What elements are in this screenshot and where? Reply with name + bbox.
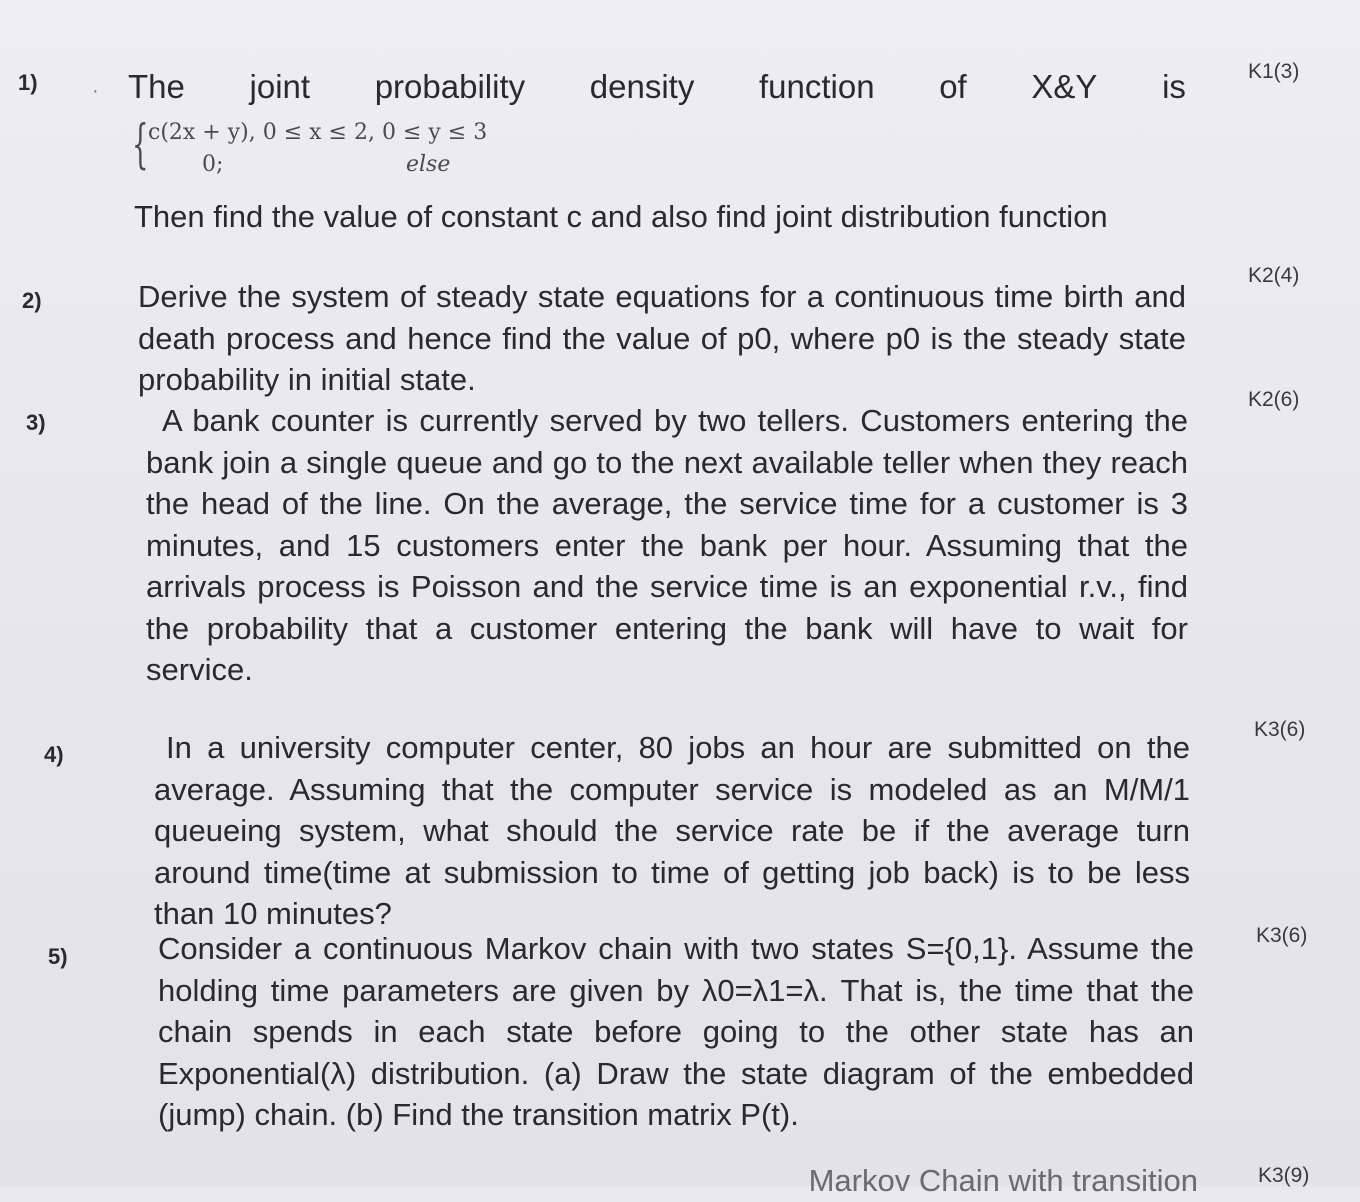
question-number-2: 2)	[22, 288, 42, 313]
pdf-case-2-value: 0;	[202, 152, 224, 177]
intro-word: joint	[249, 68, 311, 105]
intro-word: density	[589, 68, 695, 105]
intro-word: probability	[374, 68, 526, 105]
intro-word: of	[939, 68, 967, 105]
pdf-case-1: c(2x + y), 0 ≤ x ≤ 2, 0 ≤ y ≤ 3	[148, 120, 488, 145]
question-marks-3: K2(6)	[1248, 388, 1300, 411]
intro-word: The	[128, 68, 185, 105]
question-text-5: Consider a continuous Markov chain with two states S={0,1}. Assume the holding time parameters are given by λ0=λ1=λ. That is, the time that the chain spends in each state before going to the other state has an Exponential(λ) distribution. (a) Draw the state diagram of the embedded (jump) chain. (b) Find the transition matrix P(t).	[158, 931, 1194, 1132]
tick-mark: ·	[92, 80, 99, 102]
left-brace: {	[132, 115, 149, 175]
intro-word: function	[758, 68, 875, 105]
question-text-2: Derive the system of steady state equations for a continuous time birth and death process and hence find the value of p0, where p0 is the steady state probability in initial state.	[138, 279, 1186, 397]
question-text-3: A bank counter is currently served by two tellers. Customers entering the bank join a single queue and go to the next available teller when they reach the head of the line. On the average, the service time for a customer is 3 minutes, and 15 customers enter the bank per hour. Assuming that the arrivals process is Poisson and the service time is an exponential r.v., find the probability that a customer entering the bank will have to wait for service.	[146, 403, 1188, 687]
question-text-6: Markov Chain with transition	[808, 1163, 1198, 1198]
question-text-4: In a university computer center, 80 jobs an hour are submitted on the average. Assuming that the computer service is modeled as an M/M/1 queueing system, what should the service rate be if the average turn around time(time at submission to time of getting job back) is to be less than 10 minutes?	[154, 730, 1190, 931]
intro-word: is	[1162, 68, 1186, 105]
question-number-5: 5)	[48, 944, 68, 969]
question-number-4: 4)	[44, 742, 64, 767]
question-text-1: Then find the value of constant c and also find joint distribution function	[134, 199, 1108, 234]
question-number-3: 3)	[26, 410, 46, 435]
question-marks-4: K3(6)	[1254, 718, 1306, 741]
question-marks-2: K2(4)	[1248, 264, 1300, 287]
pdf-case-2-condition: else	[406, 152, 451, 177]
intro-word: X&Y	[1031, 68, 1098, 105]
question-marks-1: K1(3)	[1248, 60, 1300, 83]
question-marks-5: K3(6)	[1256, 924, 1308, 947]
question-marks-6: K3(9)	[1258, 1164, 1310, 1187]
question-number-1: 1)	[18, 70, 38, 95]
question-1-intro	[128, 68, 1186, 106]
